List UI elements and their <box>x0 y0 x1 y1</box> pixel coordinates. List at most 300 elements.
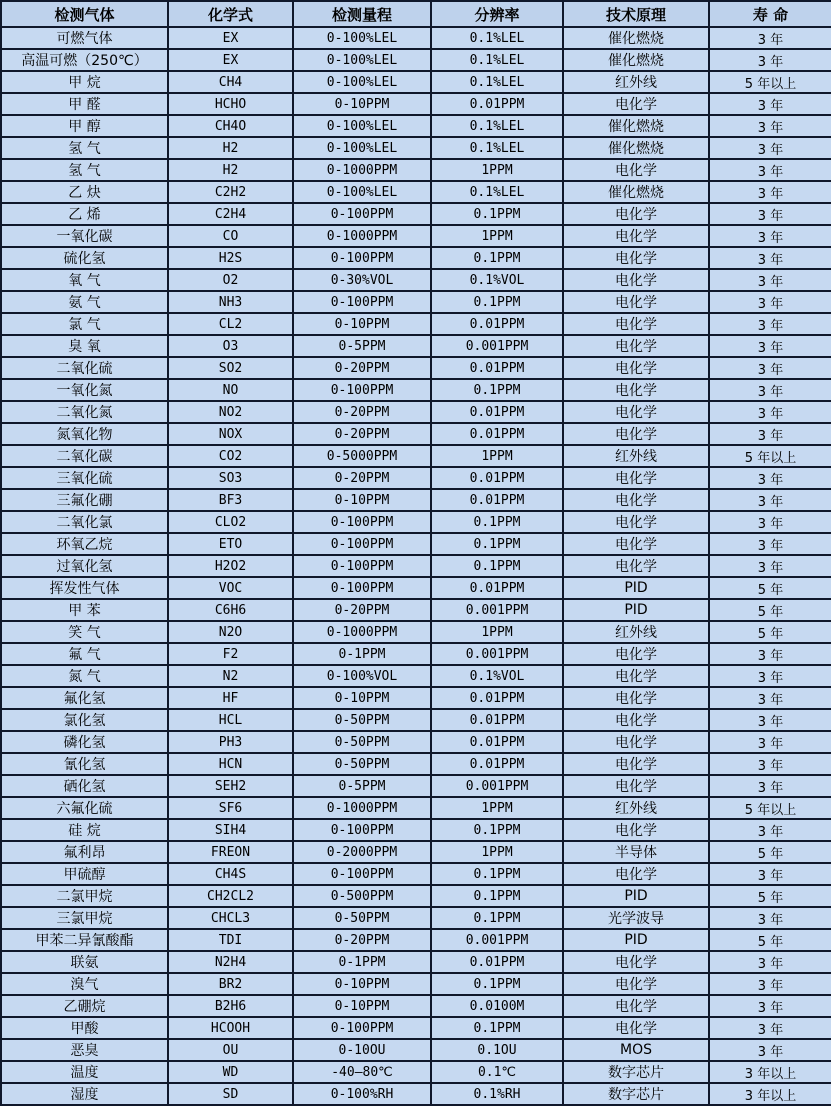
table-row <box>1 489 831 511</box>
table-cell-resolution: 0.01PPM <box>431 687 563 709</box>
table-cell-formula: BR2 <box>168 973 293 995</box>
table-cell-principle: 电化学 <box>563 555 709 577</box>
table-cell-principle: 电化学 <box>563 951 709 973</box>
table-cell-resolution: 1PPM <box>431 159 563 181</box>
table-cell-range: 0-100%LEL <box>293 27 431 49</box>
table-row <box>1 511 831 533</box>
table-cell-principle: 催化燃烧 <box>563 137 709 159</box>
table-cell-formula: HCHO <box>168 93 293 115</box>
table-cell-principle: 电化学 <box>563 533 709 555</box>
table-cell-resolution: 0.1%LEL <box>431 49 563 71</box>
table-cell-gas: 二氧化硫 <box>1 357 168 379</box>
table-cell-lifespan: 3 年 <box>709 247 831 269</box>
table-cell-formula: C6H6 <box>168 599 293 621</box>
table-row <box>1 93 831 115</box>
table-cell-gas: 甲 醛 <box>1 93 168 115</box>
table-cell-formula: WD <box>168 1061 293 1083</box>
table-row <box>1 423 831 445</box>
table-cell-gas: 乙 炔 <box>1 181 168 203</box>
table-cell-range: 0-100%LEL <box>293 115 431 137</box>
table-cell-lifespan: 3 年 <box>709 181 831 203</box>
table-row <box>1 841 831 863</box>
table-cell-formula: CO2 <box>168 445 293 467</box>
table-row <box>1 775 831 797</box>
table-cell-gas: 三氯甲烷 <box>1 907 168 929</box>
table-cell-formula: NOX <box>168 423 293 445</box>
table-cell-range: 0-2000PPM <box>293 841 431 863</box>
table-row <box>1 533 831 555</box>
table-cell-gas: 一氧化氮 <box>1 379 168 401</box>
table-cell-principle: 电化学 <box>563 225 709 247</box>
table-cell-lifespan: 3 年 <box>709 357 831 379</box>
table-cell-range: 0-100PPM <box>293 379 431 401</box>
table-cell-lifespan: 3 年 <box>709 687 831 709</box>
header-cell-principle: 技术原理 <box>563 1 709 27</box>
table-cell-lifespan: 3 年 <box>709 731 831 753</box>
table-cell-formula: FREON <box>168 841 293 863</box>
table-cell-resolution: 0.1%LEL <box>431 27 563 49</box>
table-cell-resolution: 0.1PPM <box>431 379 563 401</box>
table-row <box>1 49 831 71</box>
table-cell-gas: 氟 气 <box>1 643 168 665</box>
table-cell-gas: 湿度 <box>1 1083 168 1105</box>
table-cell-range: 0-5PPM <box>293 335 431 357</box>
table-cell-gas: 臭 氧 <box>1 335 168 357</box>
table-row <box>1 907 831 929</box>
table-cell-lifespan: 5 年以上 <box>709 797 831 819</box>
table-cell-gas: 高温可燃（250℃） <box>1 49 168 71</box>
table-row <box>1 929 831 951</box>
table-cell-range: 0-100PPM <box>293 555 431 577</box>
table-cell-formula: CO <box>168 225 293 247</box>
table-cell-gas: 笑 气 <box>1 621 168 643</box>
table-cell-resolution: 0.1PPM <box>431 533 563 555</box>
table-cell-lifespan: 3 年 <box>709 753 831 775</box>
table-cell-formula: H2 <box>168 159 293 181</box>
table-cell-lifespan: 3 年 <box>709 951 831 973</box>
table-cell-lifespan: 3 年 <box>709 137 831 159</box>
table-row <box>1 137 831 159</box>
table-cell-principle: 电化学 <box>563 159 709 181</box>
table-row <box>1 1061 831 1083</box>
table-cell-lifespan: 3 年 <box>709 643 831 665</box>
table-cell-resolution: 0.1PPM <box>431 907 563 929</box>
table-cell-principle: 红外线 <box>563 445 709 467</box>
table-cell-resolution: 0.01PPM <box>431 489 563 511</box>
table-row <box>1 1039 831 1061</box>
table-row <box>1 555 831 577</box>
table-row <box>1 995 831 1017</box>
table-cell-range: 0-100PPM <box>293 291 431 313</box>
table-cell-range: 0-100PPM <box>293 533 431 555</box>
table-cell-gas: 氨 气 <box>1 291 168 313</box>
table-cell-range: 0-10PPM <box>293 93 431 115</box>
table-cell-principle: 电化学 <box>563 1017 709 1039</box>
table-cell-range: 0-100PPM <box>293 511 431 533</box>
table-row <box>1 269 831 291</box>
table-cell-principle: 电化学 <box>563 819 709 841</box>
table-cell-lifespan: 3 年 <box>709 379 831 401</box>
table-cell-resolution: 0.1PPM <box>431 863 563 885</box>
table-row <box>1 731 831 753</box>
table-cell-principle: 红外线 <box>563 797 709 819</box>
table-cell-lifespan: 3 年 <box>709 335 831 357</box>
table-cell-formula: NO2 <box>168 401 293 423</box>
table-cell-formula: CLO2 <box>168 511 293 533</box>
table-cell-principle: 电化学 <box>563 775 709 797</box>
table-cell-range: 0-30%VOL <box>293 269 431 291</box>
table-cell-gas: 甲苯二异氰酸酯 <box>1 929 168 951</box>
table-cell-resolution: 0.1PPM <box>431 819 563 841</box>
table-cell-range: 0-20PPM <box>293 467 431 489</box>
table-cell-resolution: 0.001PPM <box>431 929 563 951</box>
table-cell-range: 0-100PPM <box>293 247 431 269</box>
table-cell-range: 0-1PPM <box>293 951 431 973</box>
table-cell-lifespan: 3 年以上 <box>709 1061 831 1083</box>
table-cell-gas: 氯 气 <box>1 313 168 335</box>
table-row <box>1 819 831 841</box>
table-cell-resolution: 0.1PPM <box>431 973 563 995</box>
table-cell-formula: F2 <box>168 643 293 665</box>
table-cell-principle: MOS <box>563 1039 709 1061</box>
table-cell-principle: 半导体 <box>563 841 709 863</box>
table-cell-formula: CL2 <box>168 313 293 335</box>
header-cell-resolution: 分辨率 <box>431 1 563 27</box>
table-cell-gas: 氟化氢 <box>1 687 168 709</box>
table-cell-gas: 联氨 <box>1 951 168 973</box>
table-cell-formula: HCN <box>168 753 293 775</box>
table-cell-resolution: 0.1PPM <box>431 885 563 907</box>
table-cell-gas: 二氧化氯 <box>1 511 168 533</box>
table-cell-lifespan: 3 年 <box>709 555 831 577</box>
table-cell-resolution: 0.1OU <box>431 1039 563 1061</box>
table-cell-principle: 电化学 <box>563 753 709 775</box>
table-cell-range: -40—80℃ <box>293 1061 431 1083</box>
table-cell-lifespan: 5 年 <box>709 599 831 621</box>
table-cell-resolution: 0.001PPM <box>431 335 563 357</box>
table-cell-principle: 电化学 <box>563 709 709 731</box>
table-cell-gas: 溴气 <box>1 973 168 995</box>
table-cell-gas: 氧 气 <box>1 269 168 291</box>
table-cell-resolution: 0.01PPM <box>431 467 563 489</box>
table-cell-principle: PID <box>563 885 709 907</box>
table-cell-range: 0-50PPM <box>293 907 431 929</box>
table-cell-range: 0-100PPM <box>293 577 431 599</box>
table-row <box>1 1017 831 1039</box>
table-cell-formula: EX <box>168 27 293 49</box>
table-cell-formula: SIH4 <box>168 819 293 841</box>
table-cell-formula: O2 <box>168 269 293 291</box>
table-cell-lifespan: 3 年 <box>709 49 831 71</box>
table-cell-resolution: 0.1%RH <box>431 1083 563 1105</box>
table-cell-resolution: 0.1%VOL <box>431 665 563 687</box>
table-cell-principle: 电化学 <box>563 511 709 533</box>
table-cell-gas: 甲 烷 <box>1 71 168 93</box>
table-cell-resolution: 0.1%VOL <box>431 269 563 291</box>
table-cell-principle: 电化学 <box>563 313 709 335</box>
table-cell-principle: 红外线 <box>563 71 709 93</box>
table-cell-formula: BF3 <box>168 489 293 511</box>
table-cell-formula: CHCL3 <box>168 907 293 929</box>
table-row <box>1 71 831 93</box>
table-row <box>1 973 831 995</box>
table-cell-principle: 电化学 <box>563 643 709 665</box>
table-cell-formula: N2O <box>168 621 293 643</box>
table-cell-resolution: 0.1%LEL <box>431 181 563 203</box>
table-cell-range: 0-10PPM <box>293 995 431 1017</box>
table-cell-range: 0-5PPM <box>293 775 431 797</box>
table-cell-formula: B2H6 <box>168 995 293 1017</box>
table-cell-lifespan: 5 年以上 <box>709 445 831 467</box>
table-cell-principle: 催化燃烧 <box>563 27 709 49</box>
table-cell-resolution: 0.01PPM <box>431 93 563 115</box>
table-cell-resolution: 1PPM <box>431 621 563 643</box>
table-row <box>1 115 831 137</box>
table-cell-principle: 电化学 <box>563 423 709 445</box>
table-cell-gas: 磷化氢 <box>1 731 168 753</box>
table-row <box>1 291 831 313</box>
table-cell-principle: 电化学 <box>563 291 709 313</box>
table-cell-principle: 催化燃烧 <box>563 115 709 137</box>
table-cell-lifespan: 3 年 <box>709 995 831 1017</box>
table-cell-range: 0-10PPM <box>293 687 431 709</box>
table-cell-principle: PID <box>563 599 709 621</box>
header-cell-range: 检测量程 <box>293 1 431 27</box>
table-cell-resolution: 0.01PPM <box>431 423 563 445</box>
table-cell-formula: NH3 <box>168 291 293 313</box>
table-row <box>1 313 831 335</box>
table-cell-range: 0-100%RH <box>293 1083 431 1105</box>
table-cell-gas: 乙硼烷 <box>1 995 168 1017</box>
table-cell-principle: 电化学 <box>563 379 709 401</box>
table-cell-lifespan: 3 年 <box>709 269 831 291</box>
table-cell-formula: H2S <box>168 247 293 269</box>
table-cell-range: 0-100PPM <box>293 203 431 225</box>
table-cell-gas: 二氧化氮 <box>1 401 168 423</box>
table-cell-resolution: 1PPM <box>431 445 563 467</box>
table-cell-range: 0-100%LEL <box>293 181 431 203</box>
table-row <box>1 709 831 731</box>
table-cell-gas: 氯化氢 <box>1 709 168 731</box>
table-cell-resolution: 0.1PPM <box>431 247 563 269</box>
table-cell-formula: PH3 <box>168 731 293 753</box>
table-cell-range: 0-1000PPM <box>293 621 431 643</box>
table-cell-resolution: 0.1℃ <box>431 1061 563 1083</box>
table-cell-lifespan: 3 年 <box>709 489 831 511</box>
table-cell-principle: PID <box>563 577 709 599</box>
table-header <box>1 1 831 27</box>
table-cell-formula: HCL <box>168 709 293 731</box>
table-cell-resolution: 0.001PPM <box>431 599 563 621</box>
table-row <box>1 357 831 379</box>
table-cell-range: 0-20PPM <box>293 423 431 445</box>
table-cell-range: 0-20PPM <box>293 929 431 951</box>
table-cell-gas: 一氧化碳 <box>1 225 168 247</box>
table-cell-resolution: 0.01PPM <box>431 753 563 775</box>
table-cell-formula: SD <box>168 1083 293 1105</box>
table-cell-principle: 数字芯片 <box>563 1061 709 1083</box>
table-cell-gas: 甲 苯 <box>1 599 168 621</box>
table-row <box>1 27 831 49</box>
table-cell-formula: CH4 <box>168 71 293 93</box>
table-cell-lifespan: 3 年 <box>709 225 831 247</box>
table-cell-gas: 六氟化硫 <box>1 797 168 819</box>
table-cell-range: 0-10PPM <box>293 973 431 995</box>
table-cell-lifespan: 3 年 <box>709 907 831 929</box>
table-cell-range: 0-1000PPM <box>293 159 431 181</box>
table-cell-formula: HF <box>168 687 293 709</box>
table-row <box>1 863 831 885</box>
table-cell-resolution: 0.001PPM <box>431 775 563 797</box>
table-cell-lifespan: 3 年 <box>709 313 831 335</box>
table-cell-principle: 红外线 <box>563 621 709 643</box>
table-cell-principle: 催化燃烧 <box>563 181 709 203</box>
table-cell-range: 0-20PPM <box>293 401 431 423</box>
table-row <box>1 247 831 269</box>
table-cell-lifespan: 3 年 <box>709 665 831 687</box>
table-cell-gas: 氟利昂 <box>1 841 168 863</box>
table-cell-principle: 电化学 <box>563 357 709 379</box>
table-cell-lifespan: 3 年 <box>709 291 831 313</box>
table-cell-principle: 电化学 <box>563 687 709 709</box>
table-cell-range: 0-50PPM <box>293 709 431 731</box>
table-cell-formula: SEH2 <box>168 775 293 797</box>
table-row <box>1 225 831 247</box>
table-cell-range: 0-500PPM <box>293 885 431 907</box>
table-cell-lifespan: 5 年 <box>709 841 831 863</box>
table-row <box>1 577 831 599</box>
table-cell-lifespan: 5 年 <box>709 929 831 951</box>
table-cell-lifespan: 5 年 <box>709 621 831 643</box>
table-cell-formula: HCOOH <box>168 1017 293 1039</box>
table-cell-range: 0-100%VOL <box>293 665 431 687</box>
table-cell-range: 0-100PPM <box>293 819 431 841</box>
table-cell-gas: 硫化氢 <box>1 247 168 269</box>
table-cell-resolution: 0.001PPM <box>431 643 563 665</box>
table-cell-principle: 电化学 <box>563 401 709 423</box>
table-cell-resolution: 0.1%LEL <box>431 115 563 137</box>
table-cell-range: 0-100%LEL <box>293 49 431 71</box>
table-cell-formula: SO3 <box>168 467 293 489</box>
table-cell-principle: 催化燃烧 <box>563 49 709 71</box>
table-cell-lifespan: 3 年 <box>709 973 831 995</box>
table-cell-lifespan: 3 年 <box>709 775 831 797</box>
table-cell-resolution: 0.1PPM <box>431 1017 563 1039</box>
table-cell-range: 0-5000PPM <box>293 445 431 467</box>
table-cell-range: 0-100PPM <box>293 863 431 885</box>
table-cell-range: 0-100%LEL <box>293 137 431 159</box>
table-cell-formula: SO2 <box>168 357 293 379</box>
table-cell-lifespan: 3 年 <box>709 863 831 885</box>
table-cell-range: 0-20PPM <box>293 357 431 379</box>
table-cell-gas: 乙 烯 <box>1 203 168 225</box>
table-cell-principle: 数字芯片 <box>563 1083 709 1105</box>
table-cell-lifespan: 5 年以上 <box>709 71 831 93</box>
table-cell-formula: TDI <box>168 929 293 951</box>
table-cell-principle: 电化学 <box>563 863 709 885</box>
table-cell-resolution: 0.1PPM <box>431 511 563 533</box>
table-cell-gas: 环氧乙烷 <box>1 533 168 555</box>
table-cell-formula: ETO <box>168 533 293 555</box>
table-cell-principle: 光学波导 <box>563 907 709 929</box>
table-row <box>1 643 831 665</box>
table-cell-principle: 电化学 <box>563 335 709 357</box>
table-cell-range: 0-10OU <box>293 1039 431 1061</box>
table-cell-resolution: 0.1%LEL <box>431 71 563 93</box>
table-cell-principle: 电化学 <box>563 467 709 489</box>
table-cell-range: 0-50PPM <box>293 731 431 753</box>
table-cell-gas: 挥发性气体 <box>1 577 168 599</box>
table-cell-resolution: 0.1PPM <box>431 203 563 225</box>
table-cell-gas: 二氯甲烷 <box>1 885 168 907</box>
table-cell-resolution: 0.0100M <box>431 995 563 1017</box>
table-cell-range: 0-1000PPM <box>293 225 431 247</box>
table-cell-lifespan: 3 年 <box>709 401 831 423</box>
table-cell-range: 0-100%LEL <box>293 71 431 93</box>
header-cell-gas: 检测气体 <box>1 1 168 27</box>
table-cell-gas: 三氧化硫 <box>1 467 168 489</box>
table-row <box>1 687 831 709</box>
table-cell-resolution: 0.01PPM <box>431 731 563 753</box>
table-cell-range: 0-10PPM <box>293 489 431 511</box>
table-cell-range: 0-50PPM <box>293 753 431 775</box>
table-cell-formula: H2 <box>168 137 293 159</box>
table-cell-lifespan: 3 年 <box>709 115 831 137</box>
table-cell-range: 0-10PPM <box>293 313 431 335</box>
table-cell-principle: 电化学 <box>563 973 709 995</box>
table-cell-lifespan: 3 年 <box>709 27 831 49</box>
table-row <box>1 335 831 357</box>
table-row <box>1 797 831 819</box>
table-row <box>1 753 831 775</box>
table-body <box>1 27 831 1105</box>
table-cell-lifespan: 3 年 <box>709 533 831 555</box>
table-cell-formula: OU <box>168 1039 293 1061</box>
table-cell-range: 0-20PPM <box>293 599 431 621</box>
table-cell-gas: 过氧化氢 <box>1 555 168 577</box>
table-cell-gas: 二氧化碳 <box>1 445 168 467</box>
table-row <box>1 1083 831 1105</box>
table-cell-formula: CH4S <box>168 863 293 885</box>
table-cell-formula: O3 <box>168 335 293 357</box>
table-cell-formula: CH2CL2 <box>168 885 293 907</box>
table-cell-gas: 硅 烷 <box>1 819 168 841</box>
table-cell-gas: 可燃气体 <box>1 27 168 49</box>
table-cell-resolution: 0.01PPM <box>431 357 563 379</box>
table-cell-lifespan: 3 年 <box>709 423 831 445</box>
table-row <box>1 665 831 687</box>
table-cell-gas: 氰化氢 <box>1 753 168 775</box>
table-cell-lifespan: 3 年 <box>709 203 831 225</box>
table-cell-gas: 氢 气 <box>1 137 168 159</box>
table-cell-gas: 甲硫醇 <box>1 863 168 885</box>
table-cell-resolution: 0.01PPM <box>431 401 563 423</box>
table-cell-resolution: 1PPM <box>431 841 563 863</box>
table-cell-gas: 三氟化硼 <box>1 489 168 511</box>
table-row <box>1 599 831 621</box>
table-cell-gas: 氮氧化物 <box>1 423 168 445</box>
table-cell-gas: 甲 醇 <box>1 115 168 137</box>
table-cell-formula: CH4O <box>168 115 293 137</box>
table-cell-lifespan: 5 年 <box>709 885 831 907</box>
table-cell-resolution: 0.1%LEL <box>431 137 563 159</box>
table-row <box>1 203 831 225</box>
table-cell-lifespan: 3 年 <box>709 159 831 181</box>
table-cell-formula: C2H4 <box>168 203 293 225</box>
table-cell-formula: EX <box>168 49 293 71</box>
table-cell-gas: 氮 气 <box>1 665 168 687</box>
header-cell-formula: 化学式 <box>168 1 293 27</box>
